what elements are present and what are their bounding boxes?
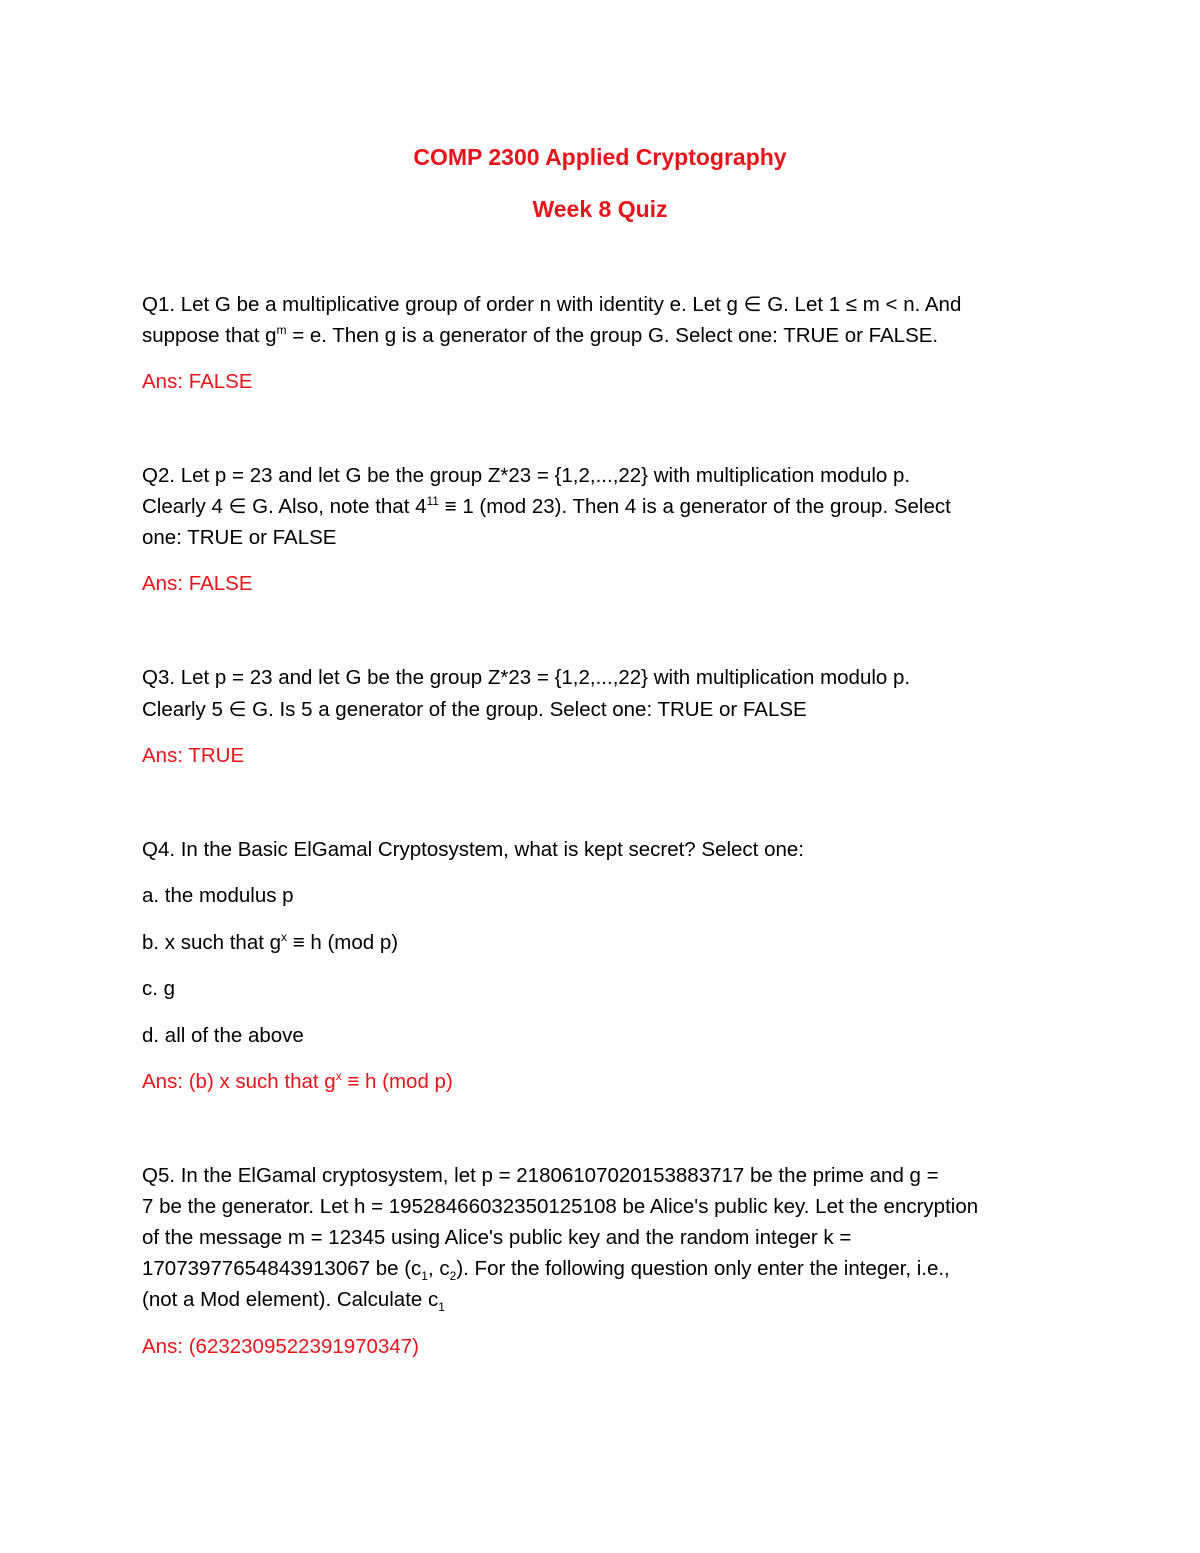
q3-answer: Ans: TRUE [142,744,245,767]
q4-option-b: b. x such that $g^x \equiv h$ (mod p) [142,930,399,954]
q4-option-d: d. all of the above [142,1024,304,1047]
q1-answer: Ans: FALSE [142,370,253,393]
quiz-title: Week 8 Quiz [532,196,668,222]
q4-option-c: c. g [142,977,176,1000]
q5-text-line-2: 7 be the generator. Let h = 19528466032350125108 be Alice's public key. Let the encryption [142,1195,979,1218]
q2-text-line-3: one: TRUE or FALSE [142,526,337,549]
q4-answer: Ans: (b) x such that $g^x \equiv h$ (mod p) [142,1069,453,1093]
q1-text-line-2: suppose that $g^m = e$. Then g is a generator of the group G. Select one: TRUE or FALSE. [142,323,939,347]
q3-text-line-2: Clearly 5 ∈ G. Is 5 a generator of the group. Select one: TRUE or FALSE [142,698,807,721]
q5-text-line-1: Q5. In the ElGamal cryptosystem, let p = 21806107020153883717 be the prime and g = [142,1164,939,1187]
q5-text-line-4: 17073977654843913067 be ($c_1$, $c_2$). For the following question only enter the integer, i.e., [142,1257,950,1284]
q1-text-line-1: Q1. Let G be a multiplicative group of order n with identity e. Let g ∈ G. Let 1 ≤ m < n. And [142,293,962,316]
q4-text: Q4. In the Basic ElGamal Cryptosystem, what is kept secret? Select one: [142,838,804,861]
q5-text-line-5: (not a Mod element). Calculate $c_1$ [142,1288,445,1315]
q2-text-line-2: Clearly 4 ∈ G. Also, note that $4^{11} \equiv 1$ (mod 23). Then 4 is a generator of the group. Select [142,494,951,518]
q4-option-a: a. the modulus p [142,884,294,907]
q2-text-line-1: Q2. Let p = 23 and let G be the group Z*23 = {1,2,...,22} with multiplication modulo p. [142,464,911,487]
q3-text-line-1: Q3. Let p = 23 and let G be the group Z*23 = {1,2,...,22} with multiplication modulo p. [142,666,911,689]
q5-answer: Ans: (6232309522391970347) [142,1335,419,1358]
q5-text-line-3: of the message m = 12345 using Alice's public key and the random integer k = [142,1226,852,1249]
course-title: COMP 2300 Applied Cryptography [413,144,787,170]
q2-answer: Ans: FALSE [142,572,253,595]
